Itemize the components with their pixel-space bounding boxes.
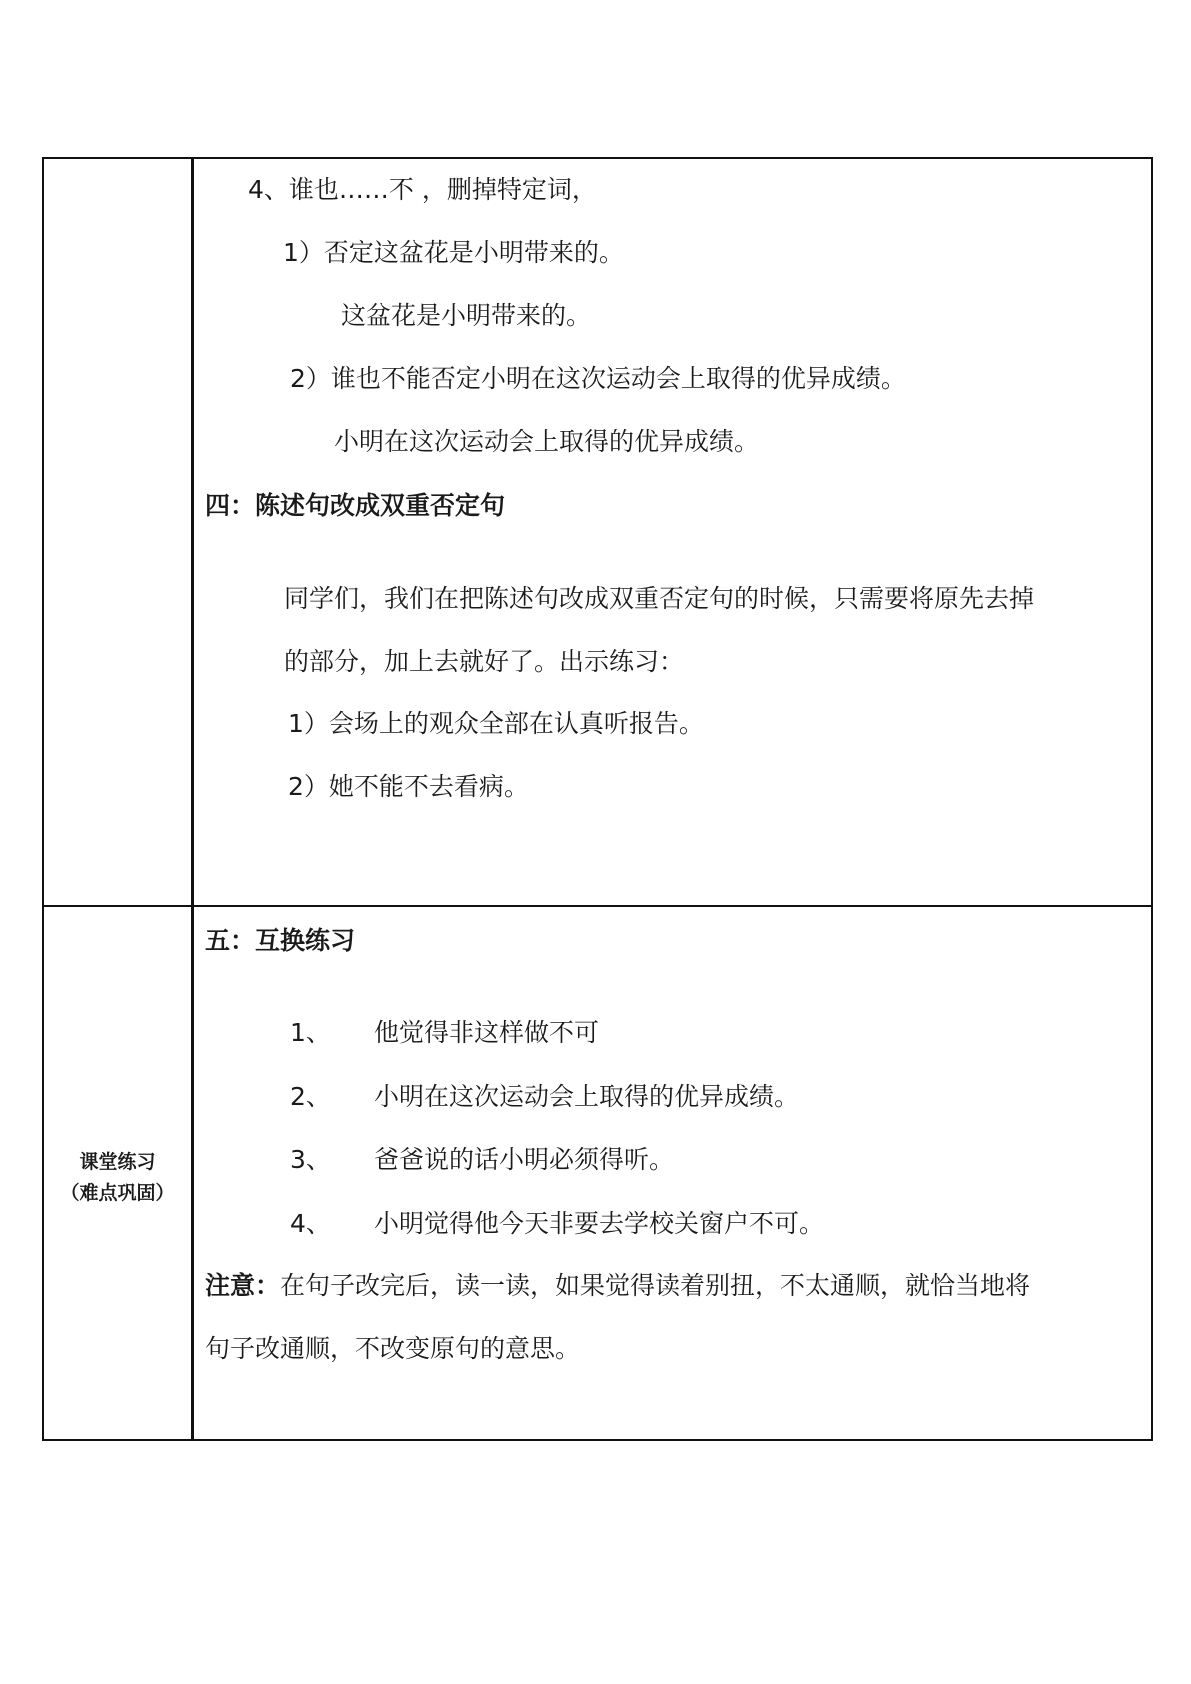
item-4-1-answer: 这盆花是小明带来的。 <box>341 301 592 330</box>
item-4: 4、谁也……不 ，删掉特定词， <box>248 175 597 204</box>
row-label-line-2: （难点巩固） <box>60 1182 175 1204</box>
note-text: 在句子改完后，读一读，如果觉得读着别扭，不太通顺，就恰当地将 <box>280 1271 1031 1300</box>
paragraph-line-1: 同学们，我们在把陈述句改成双重否定句的时候，只需要将原先去掉 <box>284 584 1035 613</box>
row-divider <box>42 905 1153 907</box>
practice-item <box>290 1082 799 1112</box>
practice-item-number: 2、 <box>290 1082 331 1111</box>
item-4-1: 1）否定这盆花是小明带来的。 <box>283 238 624 267</box>
practice-item <box>290 1209 824 1239</box>
practice-item <box>290 1145 674 1175</box>
practice-item <box>290 1018 599 1048</box>
note-label: 注意： <box>205 1271 281 1300</box>
item-4-2-answer: 小明在这次运动会上取得的优异成绩。 <box>334 427 760 456</box>
practice-item-text: 他觉得非这样做不可 <box>374 1018 600 1047</box>
note-line-2: 句子改通顺，不改变原句的意思。 <box>205 1334 581 1363</box>
column-divider <box>191 157 194 1441</box>
practice-item-number: 3、 <box>290 1145 331 1174</box>
section-5-title: 五：互换练习 <box>205 926 356 955</box>
practice-item-text: 小明觉得他今天非要去学校关窗户不可。 <box>374 1209 825 1238</box>
exercise-2: 2）她不能不去看病。 <box>288 772 529 801</box>
practice-item-text: 爸爸说的话小明必须得听。 <box>374 1145 675 1174</box>
exercise-1: 1）会场上的观众全部在认真听报告。 <box>288 709 704 738</box>
practice-item-text: 小明在这次运动会上取得的优异成绩。 <box>374 1082 800 1111</box>
section-4-title: 四：陈述句改成双重否定句 <box>205 491 506 520</box>
paragraph-line-2: 的部分，加上去就好了。出示练习： <box>284 647 685 676</box>
item-4-2: 2）谁也不能否定小明在这次运动会上取得的优异成绩。 <box>290 364 906 393</box>
row-label-line-1: 课堂练习 <box>79 1151 156 1173</box>
practice-item-number: 4、 <box>290 1209 331 1238</box>
note-line-1 <box>205 1271 1030 1301</box>
lesson-table <box>42 157 1153 1441</box>
practice-item-number: 1、 <box>290 1018 331 1047</box>
